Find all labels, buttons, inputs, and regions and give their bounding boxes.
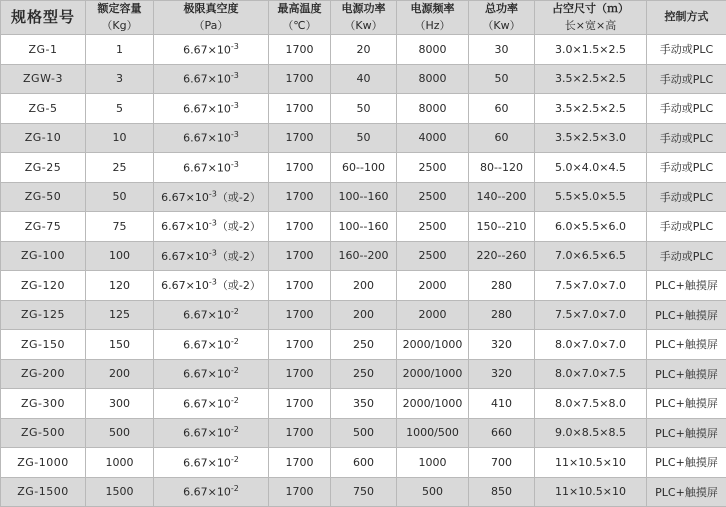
cell-capacity: 5	[86, 94, 154, 124]
cell-temperature: 1700	[269, 477, 331, 507]
header-control-title: 控制方式	[664, 10, 709, 24]
cell-power: 100--160	[331, 212, 397, 242]
header-temperature	[269, 1, 331, 35]
cell-vacuum	[154, 271, 269, 301]
cell-total-power: 50	[469, 64, 535, 94]
cell-total-power: 60	[469, 123, 535, 153]
header-vacuum-title: 极限真空度	[183, 2, 239, 15]
header-power	[331, 1, 397, 35]
cell-frequency: 2000/1000	[397, 330, 469, 360]
table-row	[1, 330, 726, 360]
cell-temperature: 1700	[269, 418, 331, 448]
cell-total-power: 80--120	[469, 153, 535, 183]
vacuum-exponent: -2	[230, 454, 239, 464]
cell-temperature: 1700	[269, 94, 331, 124]
cell-control: 手动或PLC	[647, 64, 726, 94]
cell-dimensions: 11×10.5×10	[535, 448, 647, 478]
header-model-title: 规格型号	[10, 8, 75, 27]
cell-model: ZG-125	[1, 300, 86, 330]
cell-control: 手动或PLC	[647, 241, 726, 271]
cell-frequency: 500	[397, 477, 469, 507]
cell-temperature: 1700	[269, 153, 331, 183]
cell-total-power: 660	[469, 418, 535, 448]
cell-dimensions: 6.0×5.5×6.0	[535, 212, 647, 242]
cell-capacity: 120	[86, 271, 154, 301]
header-dimensions	[535, 1, 647, 35]
cell-control: 手动或PLC	[647, 182, 726, 212]
cell-model: ZGW-3	[1, 64, 86, 94]
cell-capacity: 500	[86, 418, 154, 448]
header-capacity-unit: （Kg）	[101, 18, 138, 32]
cell-power: 250	[331, 330, 397, 360]
header-row	[1, 1, 726, 35]
cell-capacity: 3	[86, 64, 154, 94]
cell-capacity: 125	[86, 300, 154, 330]
cell-total-power: 850	[469, 477, 535, 507]
cell-vacuum	[154, 389, 269, 419]
table-row	[1, 300, 726, 330]
cell-temperature: 1700	[269, 241, 331, 271]
vacuum-exponent: -3	[230, 100, 239, 110]
cell-dimensions: 8.0×7.0×7.5	[535, 359, 647, 389]
cell-total-power: 280	[469, 271, 535, 301]
cell-frequency: 2500	[397, 212, 469, 242]
cell-power: 20	[331, 35, 397, 65]
cell-frequency: 1000/500	[397, 418, 469, 448]
cell-model: ZG-100	[1, 241, 86, 271]
cell-frequency: 2000/1000	[397, 389, 469, 419]
cell-vacuum	[154, 448, 269, 478]
table-row	[1, 418, 726, 448]
cell-vacuum	[154, 64, 269, 94]
cell-dimensions: 3.5×2.5×2.5	[535, 94, 647, 124]
header-total-power	[469, 1, 535, 35]
vacuum-suffix: （或-2）	[216, 190, 261, 204]
cell-model: ZG-500	[1, 418, 86, 448]
cell-power: 500	[331, 418, 397, 448]
cell-dimensions: 5.0×4.0×4.5	[535, 153, 647, 183]
cell-frequency: 8000	[397, 35, 469, 65]
vacuum-suffix: （或-2）	[216, 279, 261, 293]
header-frequency-unit: （Hz）	[414, 18, 451, 32]
cell-temperature: 1700	[269, 212, 331, 242]
cell-vacuum	[154, 212, 269, 242]
cell-power: 200	[331, 271, 397, 301]
cell-frequency: 2000	[397, 271, 469, 301]
table-row	[1, 271, 726, 301]
cell-total-power: 320	[469, 330, 535, 360]
cell-model: ZG-1	[1, 35, 86, 65]
table-row	[1, 64, 726, 94]
cell-control: 手动或PLC	[647, 123, 726, 153]
table-row	[1, 389, 726, 419]
table-header	[1, 1, 726, 35]
cell-control: PLC+触摸屏	[647, 359, 726, 389]
cell-power: 250	[331, 359, 397, 389]
cell-temperature: 1700	[269, 64, 331, 94]
cell-control: PLC+触摸屏	[647, 477, 726, 507]
vacuum-exponent: -3	[230, 130, 239, 140]
header-frequency	[397, 1, 469, 35]
cell-vacuum	[154, 418, 269, 448]
table-row	[1, 212, 726, 242]
cell-vacuum	[154, 153, 269, 183]
cell-model: ZG-1500	[1, 477, 86, 507]
vacuum-suffix: （或-2）	[216, 220, 261, 234]
cell-temperature: 1700	[269, 359, 331, 389]
cell-control: PLC+触摸屏	[647, 300, 726, 330]
cell-total-power: 150--210	[469, 212, 535, 242]
cell-vacuum	[154, 300, 269, 330]
cell-dimensions: 7.0×6.5×6.5	[535, 241, 647, 271]
cell-power: 50	[331, 94, 397, 124]
cell-temperature: 1700	[269, 35, 331, 65]
cell-capacity: 50	[86, 182, 154, 212]
cell-model: ZG-150	[1, 330, 86, 360]
cell-capacity: 25	[86, 153, 154, 183]
cell-total-power: 410	[469, 389, 535, 419]
cell-model: ZG-25	[1, 153, 86, 183]
cell-total-power: 30	[469, 35, 535, 65]
cell-control: 手动或PLC	[647, 212, 726, 242]
cell-control: 手动或PLC	[647, 153, 726, 183]
table-body	[1, 35, 726, 507]
cell-dimensions: 8.0×7.5×8.0	[535, 389, 647, 419]
table-row	[1, 182, 726, 212]
cell-control: 手动或PLC	[647, 35, 726, 65]
cell-power: 100--160	[331, 182, 397, 212]
cell-model: ZG-5	[1, 94, 86, 124]
cell-dimensions: 3.5×2.5×2.5	[535, 64, 647, 94]
vacuum-base: 6.67×10	[183, 397, 231, 411]
header-power-title: 电源功率	[341, 2, 386, 15]
cell-control: PLC+触摸屏	[647, 271, 726, 301]
vacuum-base: 6.67×10	[183, 102, 231, 116]
cell-model: ZG-120	[1, 271, 86, 301]
cell-temperature: 1700	[269, 300, 331, 330]
vacuum-base: 6.67×10	[183, 73, 231, 87]
cell-model: ZG-75	[1, 212, 86, 242]
vacuum-base: 6.67×10	[183, 486, 231, 500]
cell-vacuum	[154, 123, 269, 153]
cell-dimensions: 11×10.5×10	[535, 477, 647, 507]
cell-temperature: 1700	[269, 182, 331, 212]
cell-vacuum	[154, 94, 269, 124]
cell-dimensions: 3.5×2.5×3.0	[535, 123, 647, 153]
table-row	[1, 359, 726, 389]
cell-total-power: 280	[469, 300, 535, 330]
cell-capacity: 1500	[86, 477, 154, 507]
cell-power: 40	[331, 64, 397, 94]
header-dimensions-unit: 长×宽×高	[564, 18, 617, 32]
cell-frequency: 8000	[397, 94, 469, 124]
cell-frequency: 2500	[397, 241, 469, 271]
vacuum-base: 6.67×10	[161, 190, 209, 204]
header-vacuum-unit: （Pa）	[193, 18, 229, 32]
cell-total-power: 140--200	[469, 182, 535, 212]
header-capacity-title: 额定容量	[97, 2, 142, 15]
cell-power: 50	[331, 123, 397, 153]
cell-dimensions: 3.0×1.5×2.5	[535, 35, 647, 65]
cell-temperature: 1700	[269, 271, 331, 301]
vacuum-base: 6.67×10	[183, 161, 231, 175]
cell-capacity: 10	[86, 123, 154, 153]
cell-model: ZG-200	[1, 359, 86, 389]
table-row	[1, 35, 726, 65]
vacuum-base: 6.67×10	[183, 132, 231, 146]
table-row	[1, 94, 726, 124]
cell-control: 手动或PLC	[647, 94, 726, 124]
cell-frequency: 8000	[397, 64, 469, 94]
cell-frequency: 2500	[397, 182, 469, 212]
cell-capacity: 300	[86, 389, 154, 419]
cell-vacuum	[154, 477, 269, 507]
cell-capacity: 150	[86, 330, 154, 360]
header-model	[1, 1, 86, 35]
cell-model: ZG-1000	[1, 448, 86, 478]
vacuum-exponent: -2	[230, 366, 239, 376]
cell-total-power: 320	[469, 359, 535, 389]
header-frequency-title: 电源频率	[410, 2, 455, 15]
table-row	[1, 153, 726, 183]
cell-model: ZG-300	[1, 389, 86, 419]
cell-total-power: 60	[469, 94, 535, 124]
cell-dimensions: 9.0×8.5×8.5	[535, 418, 647, 448]
header-power-unit: （Kw）	[344, 18, 383, 32]
vacuum-exponent: -3	[230, 159, 239, 169]
table-row	[1, 448, 726, 478]
vacuum-base: 6.67×10	[161, 220, 209, 234]
vacuum-base: 6.67×10	[161, 279, 209, 293]
cell-capacity: 75	[86, 212, 154, 242]
cell-dimensions: 8.0×7.0×7.0	[535, 330, 647, 360]
vacuum-exponent: -2	[230, 425, 239, 435]
vacuum-base: 6.67×10	[183, 338, 231, 352]
cell-vacuum	[154, 241, 269, 271]
vacuum-exponent: -3	[230, 71, 239, 81]
cell-control: PLC+触摸屏	[647, 418, 726, 448]
cell-temperature: 1700	[269, 330, 331, 360]
vacuum-base: 6.67×10	[183, 456, 231, 470]
cell-temperature: 1700	[269, 448, 331, 478]
table-row	[1, 241, 726, 271]
cell-frequency: 2000/1000	[397, 359, 469, 389]
vacuum-base: 6.67×10	[183, 309, 231, 323]
cell-power: 750	[331, 477, 397, 507]
vacuum-exponent: -2	[230, 307, 239, 317]
cell-dimensions: 5.5×5.0×5.5	[535, 182, 647, 212]
cell-temperature: 1700	[269, 123, 331, 153]
vacuum-base: 6.67×10	[161, 249, 209, 263]
header-vacuum	[154, 1, 269, 35]
table-row	[1, 123, 726, 153]
cell-vacuum	[154, 359, 269, 389]
cell-control: PLC+触摸屏	[647, 448, 726, 478]
cell-vacuum	[154, 182, 269, 212]
cell-total-power: 700	[469, 448, 535, 478]
cell-power: 160--200	[331, 241, 397, 271]
cell-power: 200	[331, 300, 397, 330]
cell-model: ZG-10	[1, 123, 86, 153]
cell-total-power: 220--260	[469, 241, 535, 271]
vacuum-exponent: -3	[230, 41, 239, 51]
vacuum-base: 6.67×10	[183, 368, 231, 382]
cell-control: PLC+触摸屏	[647, 389, 726, 419]
vacuum-exponent: -3	[208, 277, 217, 287]
vacuum-exponent: -3	[208, 248, 217, 258]
header-capacity	[86, 1, 154, 35]
header-control	[647, 1, 726, 35]
vacuum-exponent: -2	[230, 336, 239, 346]
cell-control: PLC+触摸屏	[647, 330, 726, 360]
cell-vacuum	[154, 35, 269, 65]
cell-dimensions: 7.5×7.0×7.0	[535, 271, 647, 301]
cell-frequency: 2000	[397, 300, 469, 330]
cell-frequency: 4000	[397, 123, 469, 153]
cell-power: 600	[331, 448, 397, 478]
cell-model: ZG-50	[1, 182, 86, 212]
header-temperature-unit: （℃）	[282, 18, 317, 32]
vacuum-exponent: -2	[230, 484, 239, 494]
cell-capacity: 200	[86, 359, 154, 389]
table-row	[1, 477, 726, 507]
vacuum-base: 6.67×10	[183, 43, 231, 57]
vacuum-suffix: （或-2）	[216, 249, 261, 263]
vacuum-exponent: -2	[230, 395, 239, 405]
cell-power: 60--100	[331, 153, 397, 183]
vacuum-exponent: -3	[208, 218, 217, 228]
header-dimensions-title: 占空尺寸（ｍ）	[552, 2, 629, 15]
header-total-power-title: 总功率	[485, 2, 518, 15]
header-total-power-unit: （Kw）	[482, 18, 521, 32]
cell-capacity: 1000	[86, 448, 154, 478]
vacuum-base: 6.67×10	[183, 427, 231, 441]
cell-power: 350	[331, 389, 397, 419]
cell-frequency: 1000	[397, 448, 469, 478]
cell-vacuum	[154, 330, 269, 360]
cell-capacity: 1	[86, 35, 154, 65]
cell-frequency: 2500	[397, 153, 469, 183]
cell-temperature: 1700	[269, 389, 331, 419]
vacuum-exponent: -3	[208, 189, 217, 199]
cell-dimensions: 7.5×7.0×7.0	[535, 300, 647, 330]
header-temperature-title: 最高温度	[277, 2, 322, 15]
cell-capacity: 100	[86, 241, 154, 271]
